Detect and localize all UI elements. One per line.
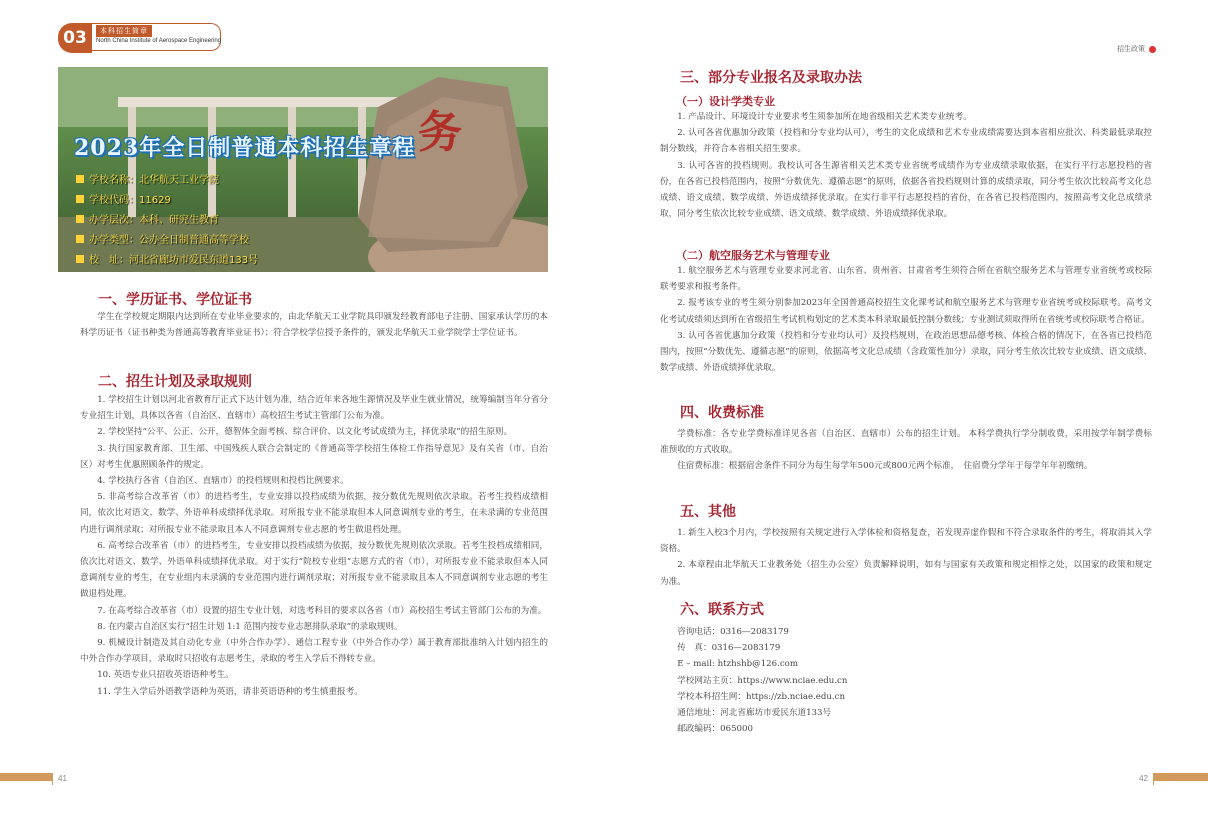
svg-text:务: 务 <box>418 107 462 158</box>
section-body-admission-rules <box>80 392 548 700</box>
rule-item: 3. 认可各省的投档规则。我校认可各生源省相关艺术类专业省统考成绩作为专业成绩录取依据，在实行平行志愿投档的省份，在各省已投档范围内，按照“分数优先、遵循志愿”的原则，依据各省投档规则计算的成绩录取，同分考生依次比较高考文化总成绩、语文成绩、数学成绩、外语成绩择优录取。在实行非平行志愿投档的省份，在各省已投档范围内，按照高考文化总成绩录取，同分考生依次比较专业成绩、语文成绩、数学成绩、外语成绩择优录取。 <box>660 160 1152 220</box>
contact-postcode: 邮政编码：065000 <box>677 724 753 735</box>
red-dot-icon <box>1149 46 1156 53</box>
rule-item: 1. 产品设计、环境设计专业要求考生须参加所在地省级相关艺术类专业统考。 <box>677 112 972 122</box>
chapter-badge <box>58 23 92 53</box>
section-title-special-majors: 三、部分专业报名及录取办法 <box>680 70 862 86</box>
hero-info-text: 办学类型：公办全日制普通高等学校 <box>89 235 249 246</box>
rule-item: 4. 学校执行各省（自治区、直辖市）的投档规则和投档比例要求。 <box>97 476 349 487</box>
rule-item: 10. 英语专业只招收英语语种考生。 <box>97 670 234 681</box>
hero-info-item <box>76 191 258 206</box>
rule-item: 2. 学校坚持“公平、公正、公开，德智体全面考核、综合评价、以文化考试成绩为主，择优录取”的招生原则。 <box>97 427 513 438</box>
section-title-other: 五、其他 <box>680 504 736 520</box>
chapter-number: 03 <box>63 28 87 48</box>
fee-item: 学费标准：各专业学费标准详见各省（自治区、直辖市）公布的招生计划。 本科学费执行学分制收费，采用按学年制学费标准预收的方式收取。 <box>660 429 1152 456</box>
other-item: 1. 新生入校3个月内，学校按照有关规定进行入学体检和资格复查，若发现弄虚作假和不符合录取条件的考生，将取消其入学资格。 <box>660 528 1152 555</box>
rule-item: 1. 学校招生计划以河北省教育厅正式下达计划为准，结合近年来各地生源情况及毕业生就业情况，统筹编制当年分省分专业招生计划，具体以各省（自治区、直辖市）高校招生考试主管部门公布为准。 <box>80 395 548 422</box>
hero-info-list <box>76 171 258 271</box>
rule-item: 3. 认可各省优惠加分政策（投档和分专业均认可）及投档规则，在政治思想品德考核、体检合格的情况下，在各省已投档范围内，按照“分数优先、遵循志愿”的原则，依据高考文化总成绩（含政策性加分）录取，同分考生依次比较专业成绩、语文成绩、数学成绩、外语成绩择优录取。 <box>660 330 1152 374</box>
hero-info-text: 学校代码：11629 <box>89 195 171 206</box>
rule-item: 2. 认可各省优惠加分政策（投档和分专业均认可），考生的文化成绩和艺术专业成绩需要达到本省相应批次、科类最低录取控制分数线，并符合本省相关招生要求。 <box>660 128 1152 155</box>
page-number-right: 42 <box>1139 774 1148 783</box>
paragraph: 学生在学校规定期限内达到所在专业毕业要求的，由北华航天工业学院具印颁发经教育部电子注册、国家承认学历的本科学历证书（证书种类为普通高等教育毕业证书）；符合学校学位授予条件的，颁发北华航天工业学院学士学位证书。 <box>80 312 548 339</box>
running-header-label: 招生政策 <box>1117 45 1145 53</box>
chapter-badge-en: North China Institute of Aerospace Engineering <box>96 38 222 44</box>
hero-image <box>58 67 548 272</box>
hero-info-item <box>76 231 258 246</box>
chapter-badge-cn: 本科招生简章 <box>96 25 152 37</box>
rule-item: 5. 非高考综合改革省（市）的进档考生，专业安排以投档成绩为依据，按分数优先规则依次录取。若考生投档成绩相同，依次比对语文、数学、外语单科成绩择优录取。对所报专业不能录取但本人同意调剂专业的考生，在未录满的专业范围内进行调剂录取；对所报专业不能录取且本人不同意调剂专业志愿的考生做退档处理。 <box>80 492 548 535</box>
fee-item: 住宿费标准：根据宿舍条件不同分为每生每学年500元或800元两个标准， 住宿费分学年于每学年年初缴纳。 <box>677 461 1093 472</box>
contact-website: 学校网站主页：https://www.nciae.edu.cn <box>677 675 848 686</box>
rule-item: 3. 执行国家教育部、卫生部、中国残疾人联合会制定的《普通高等学校招生体检工作指导意见》及有关省（市、自治区）对考生优惠照顾条件的规定。 <box>80 443 548 470</box>
subsection-title-design: （一）设计学类专业 <box>676 95 775 108</box>
rule-item: 6. 高考综合改革省（市）的进档考生，专业安排以投档成绩为依据，按分数优先规则依次录取。若考生投档成绩相同，依次比对语文、数学、外语单科成绩择优录取。对于实行“院校专业组”志愿方式的省（市），对所报专业不能录取但本人同意调剂专业的考生，在专业组内未录满的专业范围内进行调剂录取；对所报专业不能录取且本人不同意调剂专业志愿的考生做退档处理。 <box>80 540 548 600</box>
subsection-title-aviation: （二）航空服务艺术与管理专业 <box>676 249 830 262</box>
bullet-square-icon <box>76 175 84 183</box>
section-title-certificates: 一、学历证书、学位证书 <box>98 292 252 308</box>
contact-address: 通信地址：河北省廊坊市爱民东道133号 <box>677 708 832 719</box>
hero-info-item <box>76 171 258 186</box>
contact-admission-site: 学校本科招生网：https://zb.nciae.edu.cn <box>677 691 845 702</box>
other-item: 2. 本章程由北华航天工业教务处（招生办公室）负责解释说明，如有与国家有关政策和规定相悖之处，以国家的政策和规定为准。 <box>660 560 1152 587</box>
footer-divider-right <box>1153 773 1154 785</box>
hero-info-text: 学校名称：北华航天工业学院 <box>89 175 219 186</box>
contact-fax: 传 真：0316—2083179 <box>677 643 781 654</box>
hero-title: 2023年全日制普通本科招生章程 <box>74 135 416 161</box>
hero-info-item <box>76 251 258 266</box>
bullet-square-icon <box>76 235 84 243</box>
hero-info-text: 办学层次：本科、研究生教育 <box>89 215 219 226</box>
bullet-square-icon <box>76 255 84 263</box>
rule-item: 9. 机械设计制造及其自动化专业（中外合作办学）、通信工程专业（中外合作办学）属于教育部批准纳入计划内招生的中外合作办学项目，录取时只招收有志愿考生，录取的考生入学后不得转专业。 <box>80 638 548 665</box>
rule-item: 8. 在内蒙古自治区实行“招生计划 1:1 范围内按专业志愿排队录取”的录取规则。 <box>97 621 403 632</box>
hero-info-text: 校 址：河北省廊坊市爱民东道133号 <box>89 255 259 266</box>
footer-divider-left <box>52 773 53 785</box>
bullet-square-icon <box>76 215 84 223</box>
section-body-fees <box>660 426 1152 475</box>
rule-item: 11. 学生入学后外语教学语种为英语，请非英语语种的考生慎重报考。 <box>97 686 363 697</box>
rule-item: 1. 航空服务艺术与管理专业要求河北省、山东省、贵州省、甘肃省考生须符合所在省航空服务艺术与管理专业省统考或校际联考要求和报考条件。 <box>660 266 1152 293</box>
contact-phone: 咨询电话：0316—2083179 <box>677 627 789 637</box>
subsection-body-aviation <box>660 263 1152 376</box>
right-page <box>604 0 1208 825</box>
section-body-certificates <box>80 309 548 341</box>
footer-bar-right <box>1154 773 1208 781</box>
section-title-fees: 四、收费标准 <box>680 405 764 421</box>
contact-list <box>660 624 1152 737</box>
running-header <box>1117 44 1156 54</box>
subsection-body-design <box>660 109 1152 222</box>
page-number-left: 41 <box>58 774 67 783</box>
bullet-square-icon <box>76 195 84 203</box>
section-body-other <box>660 525 1152 590</box>
section-title-admission-rules: 二、招生计划及录取规则 <box>98 374 252 390</box>
footer-bar-left <box>0 773 52 781</box>
section-title-contact: 六、联系方式 <box>680 602 764 618</box>
contact-email: E – mail: htzhshb@126.com <box>677 659 798 670</box>
rule-item: 2. 报考该专业的考生须分别参加2023年全国普通高校招生文化课考试和航空服务艺术与管理专业省统考或校际联考。高考文化考试成绩须达到所在省级招生考试机构划定的艺术类本科录取最低控制分数线；专业测试须取得所在省统考或校际联考合格证。 <box>660 298 1152 325</box>
rule-item: 7. 在高考综合改革省（市）设置的招生专业计划，对选考科目的要求以各省（市）高校招生考试主管部门公布的为准。 <box>97 605 547 616</box>
hero-info-item <box>76 211 258 226</box>
